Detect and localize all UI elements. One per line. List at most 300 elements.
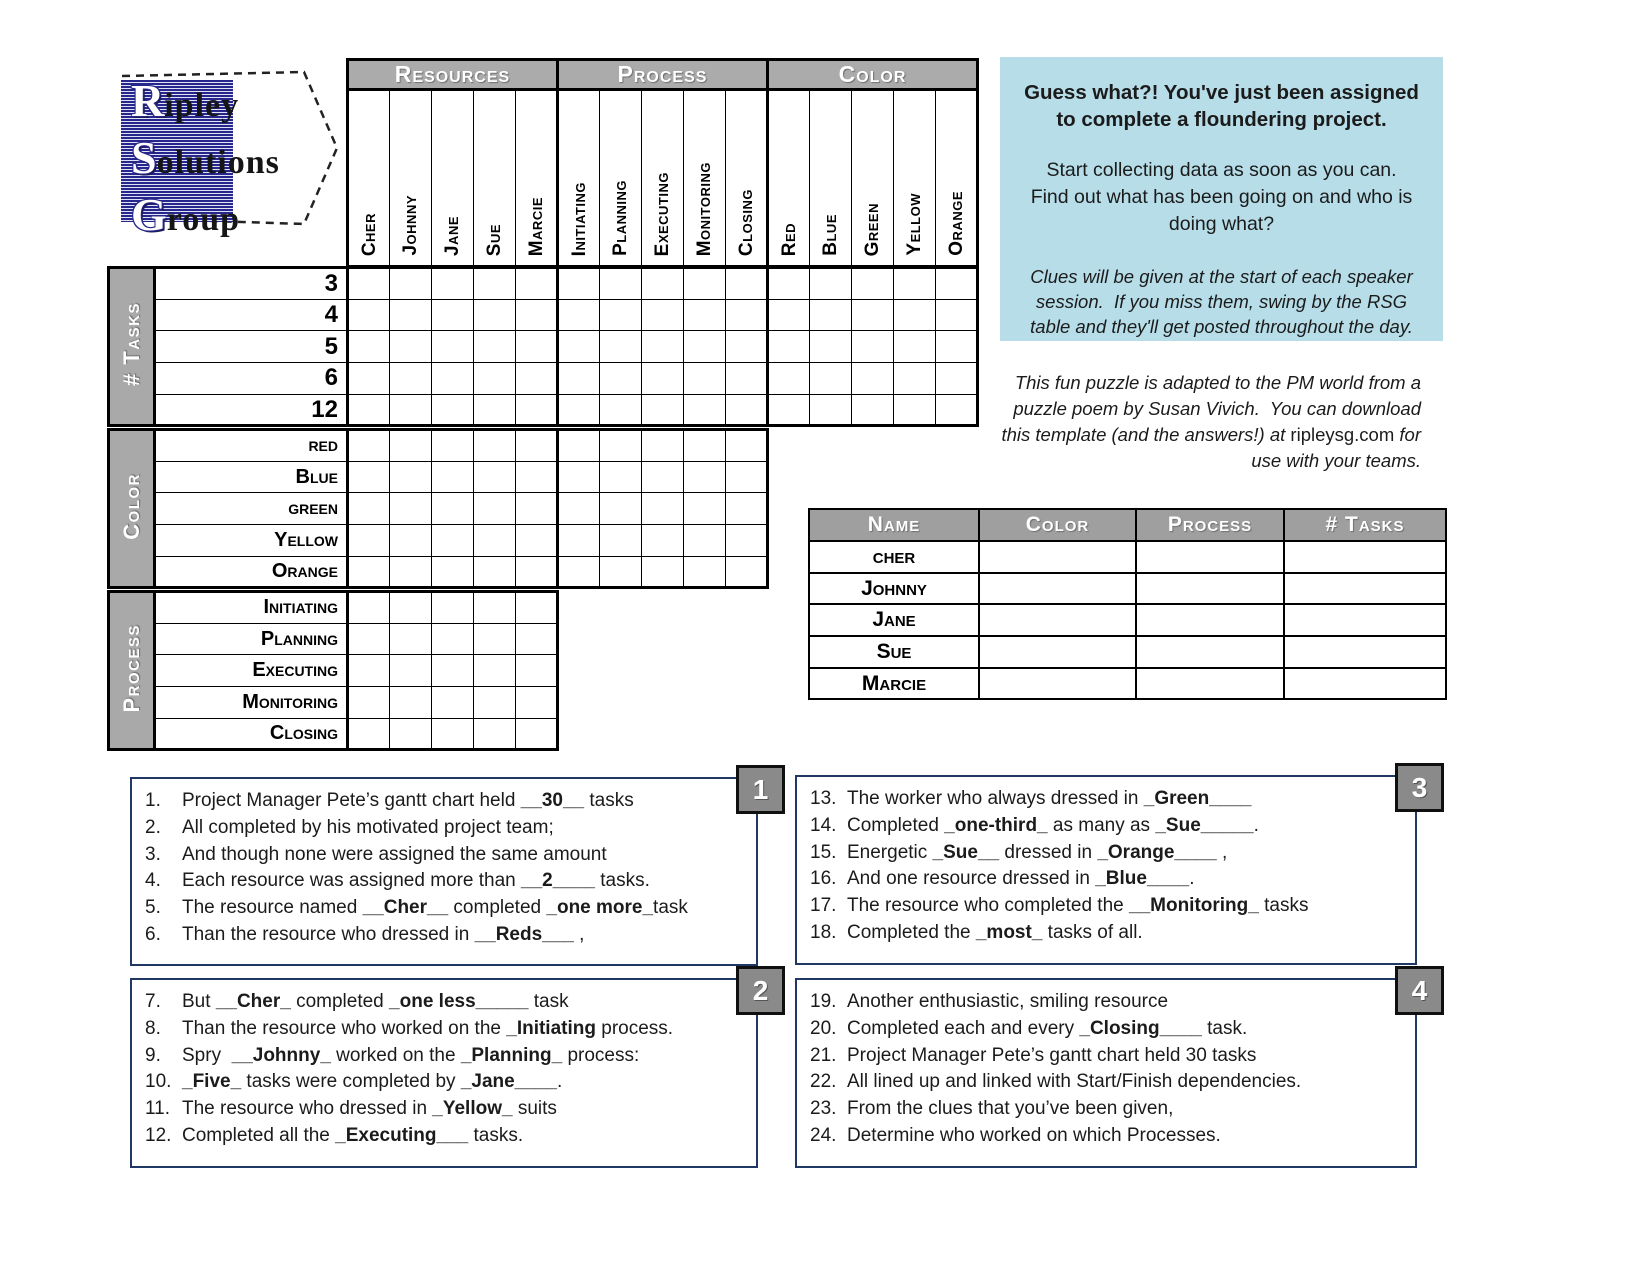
answer-name-jane: Jane — [809, 604, 979, 636]
puzzle-grid-cell[interactable] — [726, 556, 768, 588]
puzzle-grid-cell[interactable] — [558, 331, 600, 363]
clue-text — [182, 1069, 562, 1096]
puzzle-grid-cell[interactable] — [432, 592, 474, 624]
puzzle-grid-cell[interactable] — [810, 394, 852, 426]
puzzle-grid-cell[interactable] — [768, 394, 810, 426]
puzzle-grid-cell[interactable] — [852, 331, 894, 363]
puzzle-grid-cell[interactable] — [516, 493, 558, 525]
puzzle-grid-cell[interactable] — [516, 299, 558, 331]
column-label-text: Sue — [484, 223, 505, 256]
puzzle-grid-cell[interactable] — [642, 493, 684, 525]
puzzle-grid-cell[interactable] — [516, 525, 558, 557]
clue-line — [145, 1096, 748, 1123]
clue-box-number-badge: 2 — [736, 966, 785, 1015]
clue-number: 3. — [145, 843, 161, 865]
puzzle-grid-cell[interactable] — [684, 299, 726, 331]
puzzle-grid-cell[interactable] — [684, 493, 726, 525]
puzzle-grid-cell[interactable] — [684, 556, 726, 588]
puzzle-grid-cell[interactable] — [474, 718, 516, 750]
column-label-executing — [642, 90, 684, 266]
answer-blank-cell[interactable] — [1284, 636, 1446, 668]
row-label-yellow: Yellow — [155, 525, 348, 557]
puzzle-grid-cell[interactable] — [390, 493, 432, 525]
row-group-label: Process — [118, 623, 144, 713]
puzzle-grid-cell[interactable] — [348, 394, 390, 426]
puzzle-grid-cell[interactable] — [390, 687, 432, 719]
clue-number: 14. — [810, 814, 837, 836]
text-segment: completed — [290, 991, 390, 1012]
answer-blank-cell[interactable] — [979, 668, 1136, 700]
text-segment: Completed all the — [182, 1124, 336, 1146]
row-label-6: 6 — [155, 363, 348, 395]
puzzle-grid-cell[interactable] — [894, 394, 936, 426]
puzzle-grid-cell[interactable] — [726, 394, 768, 426]
puzzle-grid-cell[interactable] — [474, 299, 516, 331]
row-group-label: # Tasks — [118, 302, 144, 387]
clue-line — [145, 1069, 748, 1096]
puzzle-grid-cell[interactable] — [768, 363, 810, 395]
clue-number: 10. — [145, 1071, 172, 1093]
puzzle-grid-cell[interactable] — [558, 493, 600, 525]
puzzle-grid-cell[interactable] — [348, 430, 390, 462]
clue-line — [145, 1016, 748, 1043]
clue-number: 15. — [810, 841, 837, 863]
clue-text — [182, 895, 688, 922]
puzzle-grid-cell[interactable] — [474, 655, 516, 687]
puzzle-grid-cell[interactable] — [516, 461, 558, 493]
puzzle-grid-cell[interactable] — [432, 331, 474, 363]
puzzle-grid-cell[interactable] — [852, 268, 894, 300]
puzzle-grid-cell[interactable] — [348, 687, 390, 719]
grid-group-header-process: Process — [558, 60, 768, 90]
puzzle-grid-cell[interactable] — [348, 525, 390, 557]
puzzle-grid-cell[interactable] — [684, 430, 726, 462]
answer-blank-cell[interactable] — [1284, 573, 1446, 605]
row-label-red: red — [155, 430, 348, 462]
puzzle-grid-cell[interactable] — [768, 299, 810, 331]
puzzle-grid-cell[interactable] — [432, 394, 474, 426]
text-segment: _Five_ — [182, 1071, 242, 1093]
text-segment: Spry — [182, 1044, 232, 1066]
text-segment: Another enthusiastic, smiling resource — [847, 991, 1169, 1012]
puzzle-grid-cell[interactable] — [600, 525, 642, 557]
puzzle-grid-cell[interactable] — [390, 592, 432, 624]
clue-number: 1. — [145, 790, 161, 811]
puzzle-grid-cell[interactable] — [390, 331, 432, 363]
puzzle-grid-cell[interactable] — [516, 363, 558, 395]
puzzle-grid-cell[interactable] — [768, 268, 810, 300]
clue-text — [847, 786, 1252, 813]
puzzle-grid-cell[interactable] — [516, 718, 558, 750]
puzzle-grid-cell[interactable] — [642, 556, 684, 588]
answer-blank-cell[interactable] — [1284, 541, 1446, 573]
clue-line — [145, 922, 748, 949]
column-label-green — [852, 90, 894, 266]
text-segment: tasks were completed by — [241, 1071, 461, 1093]
puzzle-grid-cell[interactable] — [600, 394, 642, 426]
puzzle-grid-cell[interactable] — [936, 394, 978, 426]
clue-number: 13. — [810, 788, 837, 809]
puzzle-grid-cell[interactable] — [474, 363, 516, 395]
column-label-text: Green — [862, 202, 883, 256]
puzzle-grid-cell[interactable] — [936, 268, 978, 300]
clue-text — [182, 989, 569, 1016]
clue-line — [145, 1043, 748, 1070]
column-label-initiating — [558, 90, 600, 266]
clue-box-1 — [130, 777, 758, 966]
clue-text — [847, 1043, 1256, 1070]
text-segment: _Blue____ — [1095, 868, 1190, 890]
puzzle-grid-cell[interactable] — [810, 363, 852, 395]
info-note: Clues will be given at the start of each speaker session. If you miss them, swing by the RSG table and they'll get posted throughout the day. — [1030, 266, 1418, 337]
puzzle-grid-cell[interactable] — [684, 331, 726, 363]
puzzle-grid-cell[interactable] — [348, 299, 390, 331]
puzzle-grid-cell[interactable] — [432, 718, 474, 750]
text-segment: _one less_____ — [389, 991, 529, 1012]
puzzle-grid-cell[interactable] — [348, 268, 390, 300]
clue-number: 8. — [145, 1017, 161, 1039]
puzzle-grid-cell[interactable] — [600, 493, 642, 525]
column-label-text: Cher — [358, 212, 380, 256]
puzzle-grid-cell[interactable] — [600, 556, 642, 588]
puzzle-grid-cell[interactable] — [684, 394, 726, 426]
text-segment: , — [573, 923, 585, 945]
puzzle-grid-cell[interactable] — [432, 430, 474, 462]
text-segment: _Planning_ — [460, 1044, 563, 1066]
puzzle-grid-cell[interactable] — [516, 687, 558, 719]
puzzle-grid-cell[interactable] — [390, 461, 432, 493]
puzzle-grid-cell[interactable] — [516, 556, 558, 588]
answer-blank-cell[interactable] — [1136, 541, 1284, 573]
logo-line — [131, 132, 280, 192]
puzzle-grid-cell[interactable] — [432, 268, 474, 300]
answer-name-sue: Sue — [809, 636, 979, 668]
clue-line — [810, 1043, 1407, 1070]
puzzle-grid-cell[interactable] — [432, 299, 474, 331]
puzzle-grid-cell[interactable] — [516, 655, 558, 687]
puzzle-grid-cell[interactable] — [432, 525, 474, 557]
text-segment: tasks of all. — [1042, 921, 1143, 943]
text-segment: tasks. — [468, 1124, 524, 1146]
text-segment: _Executing___ — [335, 1124, 469, 1146]
puzzle-grid-cell[interactable] — [558, 461, 600, 493]
puzzle-grid-cell[interactable] — [558, 394, 600, 426]
puzzle-grid-cell[interactable] — [432, 556, 474, 588]
puzzle-grid-cell[interactable] — [516, 268, 558, 300]
puzzle-grid-cell[interactable] — [348, 493, 390, 525]
answer-header-color: Color — [979, 509, 1136, 541]
clue-number: 19. — [810, 991, 837, 1012]
puzzle-grid-cell[interactable] — [474, 268, 516, 300]
answer-name-cher: cher — [809, 541, 979, 573]
puzzle-grid-cell[interactable] — [390, 718, 432, 750]
text-segment: tasks — [584, 790, 634, 811]
puzzle-grid-cell[interactable] — [432, 493, 474, 525]
text-segment: Project Manager Pete’s gantt chart held — [182, 790, 521, 811]
answer-table — [808, 508, 1447, 700]
puzzle-grid-cell[interactable] — [432, 655, 474, 687]
puzzle-grid-cell[interactable] — [642, 394, 684, 426]
puzzle-grid-cell[interactable] — [936, 331, 978, 363]
puzzle-grid-cell[interactable] — [432, 461, 474, 493]
clue-text — [847, 1123, 1221, 1150]
puzzle-grid-cell[interactable] — [726, 268, 768, 300]
column-label-monitoring — [684, 90, 726, 266]
puzzle-grid-cell[interactable] — [684, 268, 726, 300]
answer-blank-cell[interactable] — [979, 636, 1136, 668]
puzzle-grid-cell[interactable] — [390, 430, 432, 462]
clue-line — [810, 866, 1407, 893]
puzzle-grid-cell[interactable] — [684, 363, 726, 395]
puzzle-grid-cell[interactable] — [852, 363, 894, 395]
clue-text — [182, 788, 634, 815]
answer-header-process: Process — [1136, 509, 1284, 541]
puzzle-grid-cell[interactable] — [642, 268, 684, 300]
text-segment: Completed — [847, 814, 945, 836]
text-segment: __30__ — [520, 790, 585, 811]
answer-blank-cell[interactable] — [1136, 668, 1284, 700]
puzzle-grid-cell[interactable] — [894, 331, 936, 363]
puzzle-grid-cell[interactable] — [390, 556, 432, 588]
column-label-blue — [810, 90, 852, 266]
puzzle-grid-cell[interactable] — [600, 268, 642, 300]
puzzle-grid-cell[interactable] — [390, 525, 432, 557]
text-segment: And though none were assigned the same amount — [182, 843, 607, 865]
text-segment: _most_ — [975, 921, 1043, 943]
puzzle-grid-cell[interactable] — [852, 394, 894, 426]
puzzle-grid-cell[interactable] — [558, 525, 600, 557]
puzzle-grid-cell[interactable] — [600, 299, 642, 331]
puzzle-grid-cell[interactable] — [474, 556, 516, 588]
puzzle-grid-cell[interactable] — [516, 592, 558, 624]
column-label-red — [768, 90, 810, 266]
puzzle-grid-cell[interactable] — [642, 525, 684, 557]
info-box — [1000, 57, 1443, 341]
text-segment: All completed by his motivated project team; — [182, 816, 554, 838]
row-group-band-color — [109, 430, 155, 588]
puzzle-grid-cell[interactable] — [516, 394, 558, 426]
puzzle-grid-cell[interactable] — [474, 394, 516, 426]
clue-text — [847, 920, 1143, 947]
clue-text — [847, 866, 1195, 893]
answer-blank-cell[interactable] — [1136, 573, 1284, 605]
logo-rest: ipley — [164, 87, 240, 124]
clue-line — [810, 1096, 1407, 1123]
puzzle-grid-cell[interactable] — [558, 556, 600, 588]
answer-header-name: Name — [809, 509, 979, 541]
credit-note — [1000, 370, 1427, 474]
puzzle-grid-cell[interactable] — [558, 430, 600, 462]
column-label-text: Planning — [610, 180, 631, 256]
text-segment: From the clues that you’ve been given, — [847, 1098, 1174, 1120]
clue-text — [182, 922, 584, 949]
clue-text — [182, 1016, 673, 1043]
puzzle-grid-cell[interactable] — [894, 299, 936, 331]
clue-text — [182, 1123, 523, 1150]
grid-group-header-resources: Resources — [348, 60, 558, 90]
clue-line — [145, 989, 748, 1016]
answer-blank-cell[interactable] — [1284, 668, 1446, 700]
puzzle-grid-cell[interactable] — [768, 331, 810, 363]
clue-text — [182, 868, 650, 895]
puzzle-grid-cell[interactable] — [474, 493, 516, 525]
column-label-johnny — [390, 90, 432, 266]
puzzle-grid-cell[interactable] — [852, 299, 894, 331]
clue-box-number-badge: 1 — [736, 765, 785, 814]
clue-line — [145, 842, 748, 869]
puzzle-grid-cell[interactable] — [348, 592, 390, 624]
row-label-initiating: Initiating — [155, 592, 348, 624]
clue-line — [810, 1016, 1407, 1043]
puzzle-grid-cell[interactable] — [474, 592, 516, 624]
logo-line — [131, 75, 280, 135]
clue-number: 5. — [145, 897, 161, 919]
puzzle-grid-cell[interactable] — [390, 623, 432, 655]
puzzle-grid-cell[interactable] — [516, 623, 558, 655]
puzzle-grid-cell[interactable] — [642, 363, 684, 395]
clue-number: 17. — [810, 895, 837, 917]
puzzle-grid-cell[interactable] — [894, 363, 936, 395]
text-segment: as many as — [1047, 814, 1156, 836]
answer-blank-cell[interactable] — [1284, 604, 1446, 636]
text-segment: completed — [448, 897, 547, 919]
puzzle-grid-cell[interactable] — [726, 493, 768, 525]
puzzle-grid-cell[interactable] — [726, 299, 768, 331]
puzzle-grid-cell[interactable] — [726, 430, 768, 462]
answer-name-johnny: Johnny — [809, 573, 979, 605]
row-group-label: Color — [118, 472, 144, 540]
clue-text — [182, 842, 607, 869]
puzzle-grid-cell[interactable] — [684, 525, 726, 557]
clue-text — [182, 1096, 557, 1123]
puzzle-grid-cell[interactable] — [600, 461, 642, 493]
puzzle-grid-cell[interactable] — [516, 430, 558, 462]
text-segment: Determine who worked on which Processes. — [847, 1124, 1221, 1146]
row-label-5: 5 — [155, 331, 348, 363]
puzzle-grid-cell[interactable] — [810, 299, 852, 331]
puzzle-grid-cell[interactable] — [810, 331, 852, 363]
puzzle-grid-cell[interactable] — [348, 556, 390, 588]
column-label-text: Orange — [945, 191, 967, 256]
text-segment: _one-third_ — [944, 814, 1048, 836]
puzzle-grid-cell[interactable] — [390, 655, 432, 687]
puzzle-grid-cell[interactable] — [600, 430, 642, 462]
logo-rest: roup — [166, 201, 241, 238]
puzzle-grid-cell[interactable] — [432, 363, 474, 395]
text-segment: _Sue__ — [932, 841, 1000, 863]
column-label-text: Initiating — [568, 181, 590, 256]
puzzle-grid-cell[interactable] — [642, 461, 684, 493]
answer-blank-cell[interactable] — [1136, 604, 1284, 636]
puzzle-grid-cell[interactable] — [684, 461, 726, 493]
puzzle-grid-cell[interactable] — [390, 299, 432, 331]
clue-box-3 — [795, 775, 1417, 965]
puzzle-grid-cell[interactable] — [936, 299, 978, 331]
puzzle-grid-cell[interactable] — [726, 363, 768, 395]
clue-line — [145, 895, 748, 922]
column-label-text: Yellow — [904, 193, 925, 256]
clue-text — [182, 815, 554, 842]
puzzle-grid-cell[interactable] — [348, 461, 390, 493]
puzzle-grid-cell[interactable] — [474, 331, 516, 363]
clue-number: 23. — [810, 1098, 837, 1120]
column-label-orange — [936, 90, 978, 266]
text-segment: for use with your teams. — [1251, 424, 1427, 471]
clue-line — [810, 920, 1407, 947]
logo-rest: olutions — [156, 144, 280, 181]
column-label-text: Marcie — [525, 196, 547, 256]
clue-number: 9. — [145, 1044, 161, 1066]
puzzle-grid-cell[interactable] — [432, 687, 474, 719]
puzzle-grid-cell[interactable] — [474, 525, 516, 557]
puzzle-grid-cell[interactable] — [474, 623, 516, 655]
text-segment: process. — [595, 1017, 674, 1039]
text-segment: _Sue_____ — [1155, 814, 1254, 836]
puzzle-grid-cell[interactable] — [348, 331, 390, 363]
puzzle-grid-cell[interactable] — [600, 363, 642, 395]
column-label-text: Jane — [442, 215, 463, 256]
clue-text — [847, 813, 1259, 840]
answer-blank-cell[interactable] — [979, 541, 1136, 573]
clue-text — [847, 1096, 1173, 1123]
puzzle-grid-cell[interactable] — [726, 525, 768, 557]
puzzle-grid-cell[interactable] — [390, 394, 432, 426]
logo-text — [131, 75, 280, 249]
puzzle-grid-cell[interactable] — [894, 268, 936, 300]
puzzle-grid-cell[interactable] — [810, 268, 852, 300]
clue-number: 21. — [810, 1044, 837, 1066]
puzzle-grid-cell[interactable] — [558, 299, 600, 331]
text-segment: __2____ — [521, 870, 595, 892]
puzzle-grid-cell[interactable] — [474, 687, 516, 719]
puzzle-grid-cell[interactable] — [348, 363, 390, 395]
puzzle-grid-cell[interactable] — [474, 461, 516, 493]
puzzle-grid-cell[interactable] — [936, 363, 978, 395]
grid-block-process — [107, 590, 559, 751]
answer-blank-cell[interactable] — [1136, 636, 1284, 668]
text-segment: The worker who always dressed in — [847, 788, 1144, 809]
puzzle-grid-cell[interactable] — [390, 363, 432, 395]
clue-number: 4. — [145, 870, 161, 892]
puzzle-grid-cell[interactable] — [348, 623, 390, 655]
puzzle-grid-cell[interactable] — [558, 268, 600, 300]
puzzle-grid-cell[interactable] — [600, 331, 642, 363]
puzzle-grid-cell[interactable] — [348, 655, 390, 687]
puzzle-grid-cell[interactable] — [726, 461, 768, 493]
puzzle-grid-cell[interactable] — [558, 363, 600, 395]
puzzle-grid-cell[interactable] — [642, 430, 684, 462]
puzzle-grid-cell[interactable] — [642, 331, 684, 363]
text-segment: process: — [562, 1044, 640, 1066]
puzzle-grid-cell[interactable] — [642, 299, 684, 331]
puzzle-grid-cell[interactable] — [432, 623, 474, 655]
info-heading: Guess what?! You've just been assigned to complete a floundering project. — [1024, 81, 1425, 131]
clue-text — [847, 840, 1227, 867]
puzzle-grid-cell[interactable] — [390, 268, 432, 300]
answer-blank-cell[interactable] — [979, 573, 1136, 605]
puzzle-grid-cell[interactable] — [348, 718, 390, 750]
puzzle-grid-cell[interactable] — [726, 331, 768, 363]
puzzle-grid-cell[interactable] — [516, 331, 558, 363]
text-segment: But — [182, 991, 216, 1012]
answer-name-marcie: Marcie — [809, 668, 979, 700]
clue-line — [145, 815, 748, 842]
text-segment: Completed the — [847, 921, 976, 943]
text-segment: __Cher__ — [362, 897, 449, 919]
text-segment: _Green____ — [1143, 788, 1252, 809]
answer-blank-cell[interactable] — [979, 604, 1136, 636]
puzzle-grid-cell[interactable] — [474, 430, 516, 462]
